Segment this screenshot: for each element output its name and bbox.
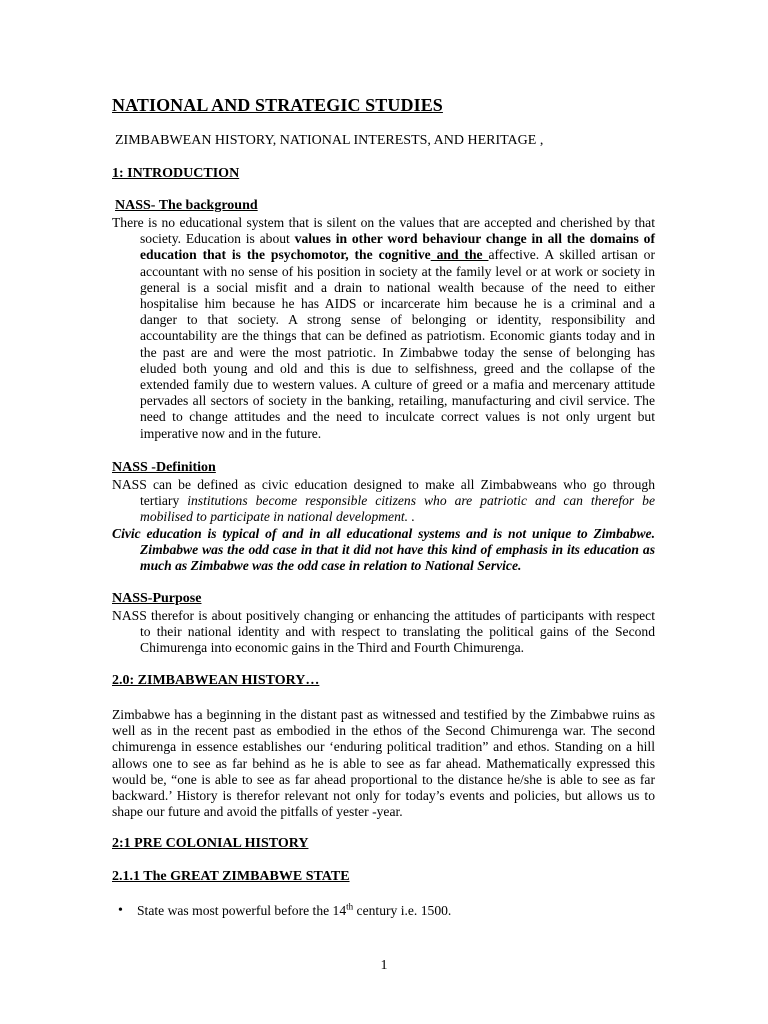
subheading-background: NASS- The background [115,198,258,213]
superscript: th [346,901,354,912]
text-fragment: century i.e. 1500. [353,903,452,918]
text-fragment: tertiary [140,493,180,509]
text-fragment: State was most powerful before the 14 [137,903,347,918]
text-line: Zimbabwe has a beginning in the distant past as witnessed and testified by the Zimbabwe ruins as [112,707,655,722]
section-heading-pre-colonial-history: 2:1 PRE COLONIAL HISTORY [112,836,309,851]
paragraph-zimbabwean-history [112,707,655,820]
subheading-definition: NASS -Definition [112,460,216,475]
text-line: general is a social misfit and a drain to national wealth because of the need to either [140,279,655,295]
document-subtitle: ZIMBABWEAN HISTORY, NATIONAL INTERESTS, AND HERITAGE , [115,133,544,148]
text-line: the past are and were the most patriotic. In Zimbabwe today the sense of belonging has [140,344,655,360]
bullet-marker: • [118,903,123,918]
text-fragment-bold-underline: and the [430,247,489,263]
text-line: danger to that society. A strong sense of belonging or identity, responsibility and [140,312,655,328]
text-line: Zimbabwe was the odd case in that it did not have this kind of emphasis in its education as [140,541,655,557]
text-line: NASS can be defined as civic education designed to make all Zimbabweans who go through [112,477,655,492]
text-line: much as Zimbabwe was the odd case in relation to National Service. [140,558,522,574]
text-line: to their national identity and with respect to translating the political gains of the Second [140,624,655,640]
text-line: Civic education is typical of and in all educational systems and is not unique to Zimbabwe. [112,525,655,541]
text-fragment-italic: institutions become responsible citizens who are patriotic and can therefor be [179,493,655,509]
section-heading-introduction: 1: INTRODUCTION [112,166,240,181]
text-line: shape our future and avoid the pitfalls of yester -year. [112,804,403,820]
text-line: allows one to see as far behind as he is able to see as far ahead. Mathematically expressed this [112,755,655,771]
section-heading-zimbabwean-history: 2.0: ZIMBABWEAN HISTORY… [112,673,320,688]
bullet-item [137,903,451,919]
text-line: There is no educational system that is silent on the values that are accepted and cherished by that [112,215,655,230]
text-line: NASS therefor is about positively changing or enhancing the attitudes of participants with respect [112,608,655,623]
text-line: eluded both young and old and this is due to selfishness, greed and the collapse of the [140,360,655,376]
text-line: mobilised to participate in national development. . [140,509,415,525]
text-line: accountability are the things that can be defined as patriotism. Economic giants today and in [140,328,655,344]
document-title: NATIONAL AND STRATEGIC STUDIES [112,95,443,115]
text-line: well as in the recent past as embodied in the ethos of the Second Chimurenga war. The second [112,723,655,739]
paragraph-purpose [112,608,655,657]
text-fragment-bold: education that is the psychomotor, the cognitive [140,247,431,263]
text-line: Chimurenga into economic gains in the Third and Fourth Chimurenga. [140,640,525,656]
text-line: pervades all sectors of society in the banking, retailing, manufacturing and civil service. The [140,393,655,409]
text-line: accountant with no sense of his position in society at the family level or at work or society in [140,263,655,279]
text-line: imperative now and in the future. [140,425,322,441]
text-line: chimurenga in essence establishes our ‘enduring political tradition” and ethos. Standing on a hill [112,739,655,755]
section-heading-great-zimbabwe-state: 2.1.1 The GREAT ZIMBABWE STATE [112,869,350,884]
text-fragment-bold: values in other word behaviour change in all the domains of [294,231,655,247]
text-line: hospitalise him because he has AIDS or incarcerate him because he is a criminal and a [140,296,655,312]
text-fragment: affective. A skilled artisan or [488,247,655,263]
text-line: need to change attitudes and the need to inculcate correct values is not only urgent but [140,409,655,425]
text-line: would be, “one is able to see as far ahead proportional to the distance he/she is able to see as far [112,771,655,787]
paragraph-background [112,215,655,442]
text-line [112,493,655,509]
text-line [112,231,655,247]
text-fragment: society. Education is about [140,231,290,247]
paragraph-definition [112,477,655,574]
subheading-purpose: NASS-Purpose [112,591,202,606]
text-line: backward.’ History is therefor relevant not only for today’s events and policies, but allows us to [112,788,655,804]
text-line: extended family due to western values. A culture of greed or a mafia and mercenary attitude [140,377,655,393]
text-line [112,247,655,263]
page-number: 1 [380,958,388,973]
